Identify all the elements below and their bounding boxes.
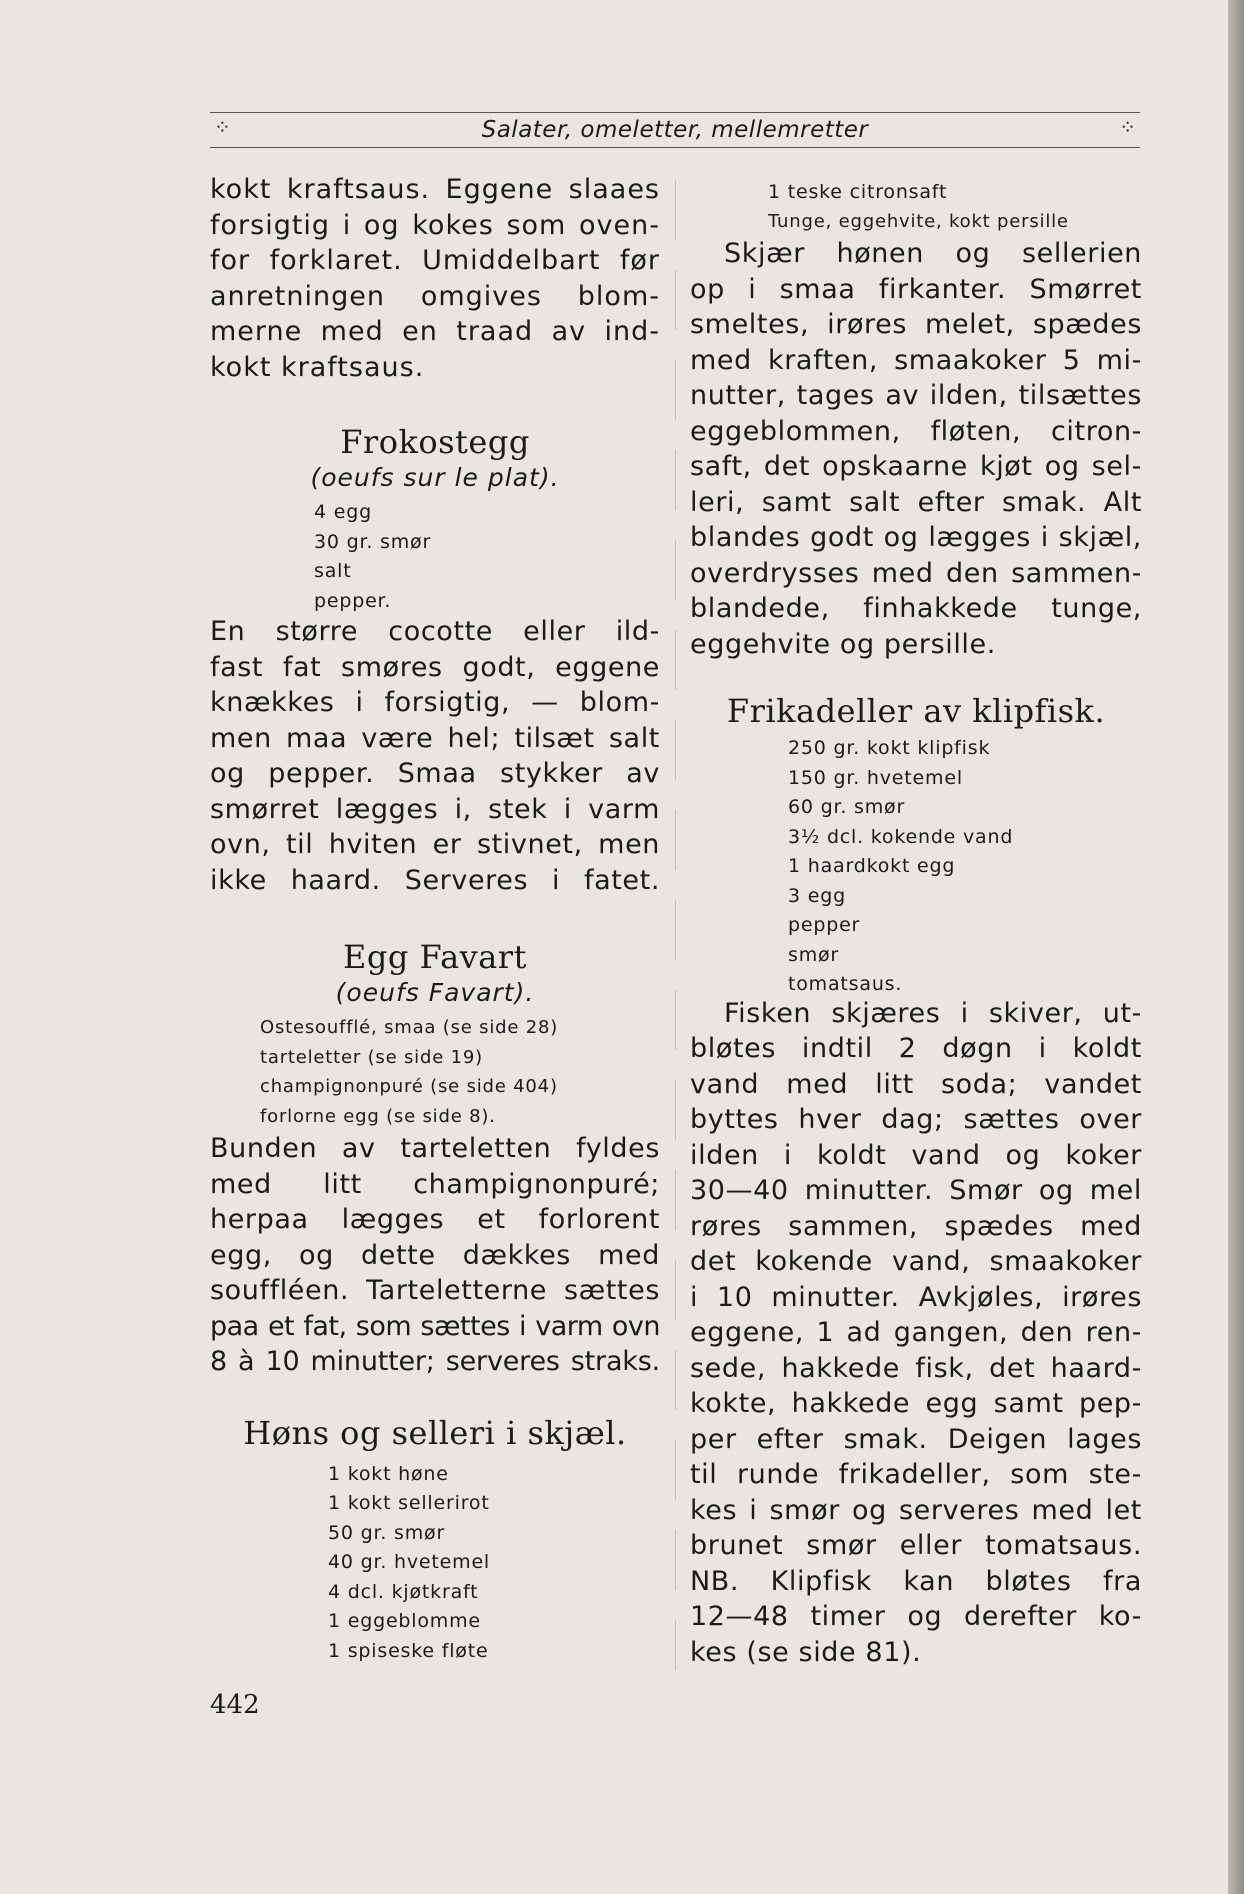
text-line: Fisken skjæres i skiver, ut-	[724, 997, 1142, 1029]
text-line: Bunden av tarteletten fyldes	[210, 1133, 660, 1164]
text-line: forsigtig i og kokes som oven-	[210, 209, 660, 241]
text-line: eggehvite og persille.	[690, 628, 996, 660]
text-line: smeltes, irøres melet, spædes	[690, 309, 1142, 340]
ingredient-item: Ostesoufflé, smaa (se side 28)	[260, 1017, 559, 1038]
text-line: for forklaret. Umiddelbart før	[210, 245, 660, 276]
text-line: kes i smør og serveres med let	[690, 1494, 1142, 1526]
recipe-title-egg-favart: Egg Favart	[343, 938, 527, 976]
ingredient-list-hons-continued	[690, 178, 1142, 236]
recipe-text-frikadeller	[690, 996, 1142, 1671]
right-column	[690, 172, 1142, 1670]
ingredient-item: tarteletter (se side 19)	[260, 1046, 483, 1068]
text-line: herpaa lægges et forlorent	[210, 1204, 660, 1235]
text-line: 8 à 10 minutter; serveres straks.	[210, 1346, 660, 1377]
text-line: blandede, finhakkede tunge,	[690, 593, 1142, 624]
intro-paragraph	[210, 172, 660, 385]
text-line: Skjær hønen og sellerien	[724, 238, 1142, 269]
text-line: eggeblommen, fløten, citron-	[690, 415, 1142, 447]
ingredient-item: 1 eggeblomme	[328, 1610, 481, 1632]
text-line: kokte, hakkede egg samt pep-	[690, 1388, 1142, 1419]
recipe-text-hons	[690, 236, 1142, 662]
ingredient-item: champignonpuré (se side 404)	[260, 1076, 558, 1097]
ingredient-item: 1 teske citronsaft	[768, 181, 948, 203]
text-line: og pepper. Smaa stykker av	[210, 758, 660, 789]
recipe-text-frokostegg	[210, 614, 660, 898]
text-line: kokt kraftsaus. Eggene slaaes	[210, 174, 660, 205]
ingredient-item: salt	[314, 560, 352, 582]
text-line: knækkes i forsigtig, — blom-	[210, 687, 660, 718]
ingredient-item: pepper.	[314, 589, 392, 612]
text-line: souffléen. Tarteletterne sættes	[210, 1275, 660, 1306]
recipe-text-egg-favart	[210, 1131, 660, 1380]
ingredient-item: Tunge, eggehvite, kokt persille	[768, 211, 1069, 232]
ingredient-item: 1 kokt sellerirot	[328, 1492, 490, 1514]
ingredient-list-hons	[210, 1460, 660, 1667]
text-line: NB. Klipfisk kan bløtes fra	[690, 1565, 1142, 1597]
ingredient-item: 1 spiseske fløte	[328, 1639, 489, 1662]
text-line: sede, hakkede fisk, det haard-	[690, 1352, 1142, 1384]
text-line: saft, det opskaarne kjøt og sel-	[690, 451, 1142, 482]
text-line: op i smaa firkanter. Smørret	[690, 273, 1142, 305]
text-line: byttes hver dag; sættes over	[690, 1104, 1142, 1135]
text-line: eggene, 1 ad gangen, den ren-	[690, 1317, 1142, 1348]
ingredient-item: smør	[788, 943, 840, 966]
text-line: paa et fat, som sættes i varm ovn	[210, 1310, 660, 1342]
text-line: ovn, til hviten er stivnet, men	[210, 829, 660, 860]
text-line: per efter smak. Deigen lages	[690, 1423, 1142, 1455]
text-line: kokt kraftsaus.	[210, 351, 425, 383]
text-line: kes (se side 81).	[690, 1636, 922, 1668]
text-line: blandes godt og lægges i skjæl,	[690, 522, 1142, 553]
text-line: det kokende vand, smaakoker	[690, 1246, 1142, 1277]
page-number: 442	[210, 1690, 260, 1720]
text-line: med kraften, smaakoker 5 mi-	[690, 344, 1142, 376]
ingredient-item: 4 egg	[314, 501, 372, 523]
running-header	[210, 112, 1140, 148]
text-line: leri, samt salt efter smak. Alt	[690, 486, 1142, 518]
text-line: 30—40 minutter. Smør og mel	[690, 1175, 1142, 1206]
text-line: men maa være hel; tilsæt salt	[210, 722, 660, 754]
left-column	[210, 172, 660, 1666]
ingredient-item: forlorne egg (se side 8).	[260, 1105, 496, 1127]
text-line: røres sammen, spædes med	[690, 1210, 1142, 1242]
book-binding-edge	[1228, 0, 1244, 1894]
text-line: brunet smør eller tomatsaus.	[690, 1530, 1142, 1561]
recipe-title-hons: Høns og selleri i skjæl.	[243, 1413, 627, 1452]
text-line: overdrysses med den sammen-	[690, 557, 1142, 589]
ingredient-item: 60 gr. smør	[788, 796, 906, 818]
recipe-subtitle-egg-favart: (oeufs Favart).	[335, 978, 535, 1007]
text-line: til runde frikadeller, som ste-	[690, 1459, 1142, 1490]
text-line: 12—48 timer og derefter ko-	[690, 1601, 1142, 1632]
ingredient-item: 3½ dcl. kokende vand	[788, 825, 1014, 848]
ingredient-item: 3 egg	[788, 884, 846, 907]
ingredient-item: tomatsaus.	[788, 973, 903, 995]
ingredient-item: 150 gr. hvetemel	[788, 766, 963, 789]
ingredient-item: 40 gr. hvetemel	[328, 1551, 491, 1573]
text-line: smørret lægges i, stek i varm	[210, 793, 660, 825]
recipe-title-frikadeller: Frikadeller av klipfisk.	[726, 692, 1106, 730]
ornament-right-icon: ⁘	[1119, 115, 1136, 139]
column-divider	[675, 180, 676, 1670]
text-line: ilden i koldt vand og koker	[690, 1139, 1142, 1171]
ornament-left-icon: ⁘	[214, 115, 231, 139]
text-line: bløtes indtil 2 døgn i koldt	[690, 1033, 1142, 1064]
text-line: i 10 minutter. Avkjøles, irøres	[690, 1281, 1142, 1313]
recipe-subtitle-frokostegg: (oeufs sur le plat).	[310, 463, 560, 492]
text-line: egg, og dette dækkes med	[210, 1239, 660, 1271]
running-title: Salater, omeletter, mellemretter	[481, 117, 869, 143]
recipe-title-frokostegg: Frokostegg	[340, 423, 530, 461]
text-line: anretningen omgives blom-	[210, 280, 660, 312]
ingredient-item: 30 gr. smør	[314, 530, 432, 553]
text-line: ikke haard. Serveres i fatet.	[210, 864, 660, 896]
text-line: merne med en traad av ind-	[210, 316, 660, 347]
ingredient-item: 4 dcl. kjøtkraft	[328, 1580, 479, 1603]
ingredient-list-frikadeller	[690, 734, 1142, 1000]
text-line: En større cocotte eller ild-	[210, 616, 660, 647]
ingredient-list-frokostegg	[210, 498, 660, 616]
text-line: nutter, tages av ilden, tilsættes	[690, 380, 1142, 411]
ingredient-list-egg-favart	[210, 1013, 660, 1131]
ingredient-item: 1 haardkokt egg	[788, 855, 956, 877]
ingredient-item: 50 gr. smør	[328, 1521, 446, 1544]
ingredient-item: pepper	[788, 914, 861, 936]
ingredient-item: 250 gr. kokt klipfisk	[788, 737, 991, 759]
text-line: med litt champignonpuré;	[210, 1168, 660, 1200]
text-line: fast fat smøres godt, eggene	[210, 651, 660, 683]
ingredient-item: 1 kokt høne	[328, 1462, 449, 1485]
text-line: vand med litt soda; vandet	[690, 1068, 1142, 1100]
